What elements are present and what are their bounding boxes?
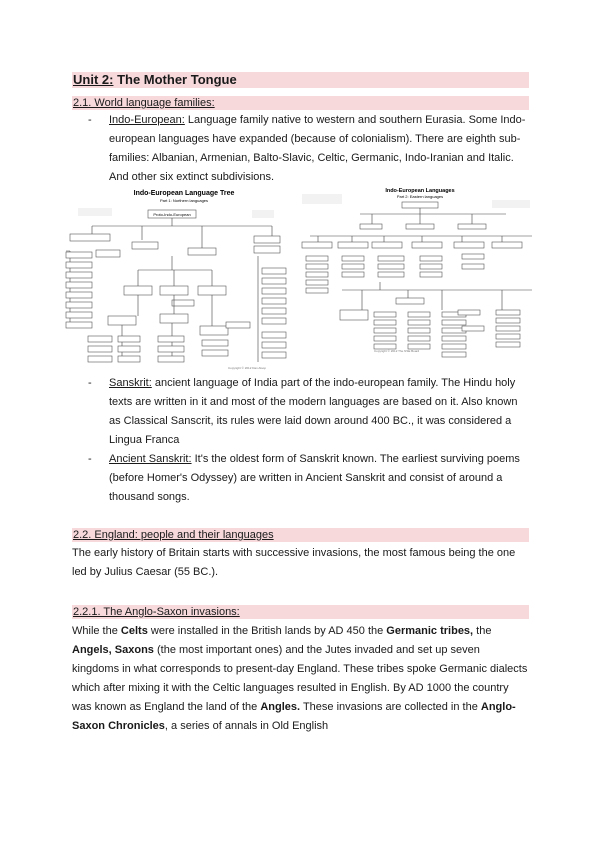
term-angels-saxons: Angels, Saxons (72, 644, 154, 656)
unit-title (72, 72, 529, 88)
unit-number: Unit 2: (73, 72, 114, 87)
term-anglo-saxon-chronicles: Anglo-Saxon Chronicles (72, 701, 516, 732)
term-sanskrit: Sanskrit: (109, 377, 152, 389)
bullet-text: It's the oldest form of Sanskrit known. The earliest surviving poems (before Homer's Odyssey) are written in Ancient Sanskrit and consist of around a thousand songs. (109, 453, 520, 503)
text-run: the (473, 625, 492, 637)
term-indo-european: Indo-European: (109, 114, 185, 126)
left-tree-title: Indo-European Language Tree (133, 190, 235, 197)
section-2-2-text: The early history of Britain starts with successive invasions, the most famous being the one led by Julius Caesar (55 BC.). (72, 547, 516, 578)
section-heading-2-2-1: 2.2.1. The Anglo-Saxon invasions: (72, 605, 529, 619)
text-run: (the most important ones) and the Jutes invaded and set up seven kingdoms in what corresponds to present-day England. These tribes spoke Germanic dialects which after mixing it with the Celtic languages resulted in English. By AD 1000 the country was known as England the land of the (72, 644, 528, 713)
bullet-sanskrit (109, 374, 529, 450)
section-2-2-1-text (72, 622, 528, 736)
term-angles: Angles. (260, 701, 301, 713)
left-tree-subtitle: Part 1: Northern languages (159, 198, 209, 203)
text-run: were installed in the British lands by AD 450 the (147, 625, 387, 637)
bullet-text: Language family native to western and southern Eurasia. Some Indo-european languages have expanded (because of colonialism). There are eighth sub-families: Albanian, Armenian, Balto-Slavic, Celtic, Germanic, Indo-Iranian and Italic. And other six extinct subdivisions. (109, 114, 526, 183)
bullet-ancient-sanskrit (109, 450, 529, 507)
section-heading-2-1: 2.1. World language families: (72, 96, 529, 110)
section-heading-2-2: 2.2. England: people and their languages (72, 528, 529, 542)
bullet-text: ancient language of India part of the indo-european family. The Hindu holy texts are written in it and most of the modern languages are based on it. Also known as Classical Sanscrit, its rules were laid down around 400 BC., it was considered a Lingua Franca (109, 377, 518, 446)
right-tree-copyright: Copyright © 2012 The NSE Board (374, 349, 420, 353)
bullet-dash: - (88, 453, 92, 465)
right-tree-subtitle: Part 2: Eastern languages (396, 194, 444, 199)
left-tree-diagram (66, 190, 286, 370)
bullet-dash: - (88, 377, 92, 389)
term-ancient-sanskrit: Ancient Sanskrit: (109, 453, 192, 465)
text-run: These invasions are collected in the (300, 701, 481, 713)
left-tree-copyright: Copyright © 2012 Dan Alsop (228, 366, 266, 370)
unit-title-text: The Mother Tongue (113, 72, 237, 87)
bullet-dash: - (88, 114, 92, 126)
term-celts: Celts (120, 625, 148, 637)
language-tree-figure (62, 186, 538, 372)
term-germanic-tribes: Germanic tribes, (386, 625, 474, 637)
left-tree-root: Proto-Indo-European (153, 212, 191, 217)
text-run: , a series of annals in Old English (164, 720, 329, 732)
text-run: While the (72, 625, 121, 637)
right-tree-title: Indo-European Languages (385, 188, 455, 194)
right-tree-diagram (302, 188, 532, 357)
bullet-indo-european (109, 111, 529, 187)
